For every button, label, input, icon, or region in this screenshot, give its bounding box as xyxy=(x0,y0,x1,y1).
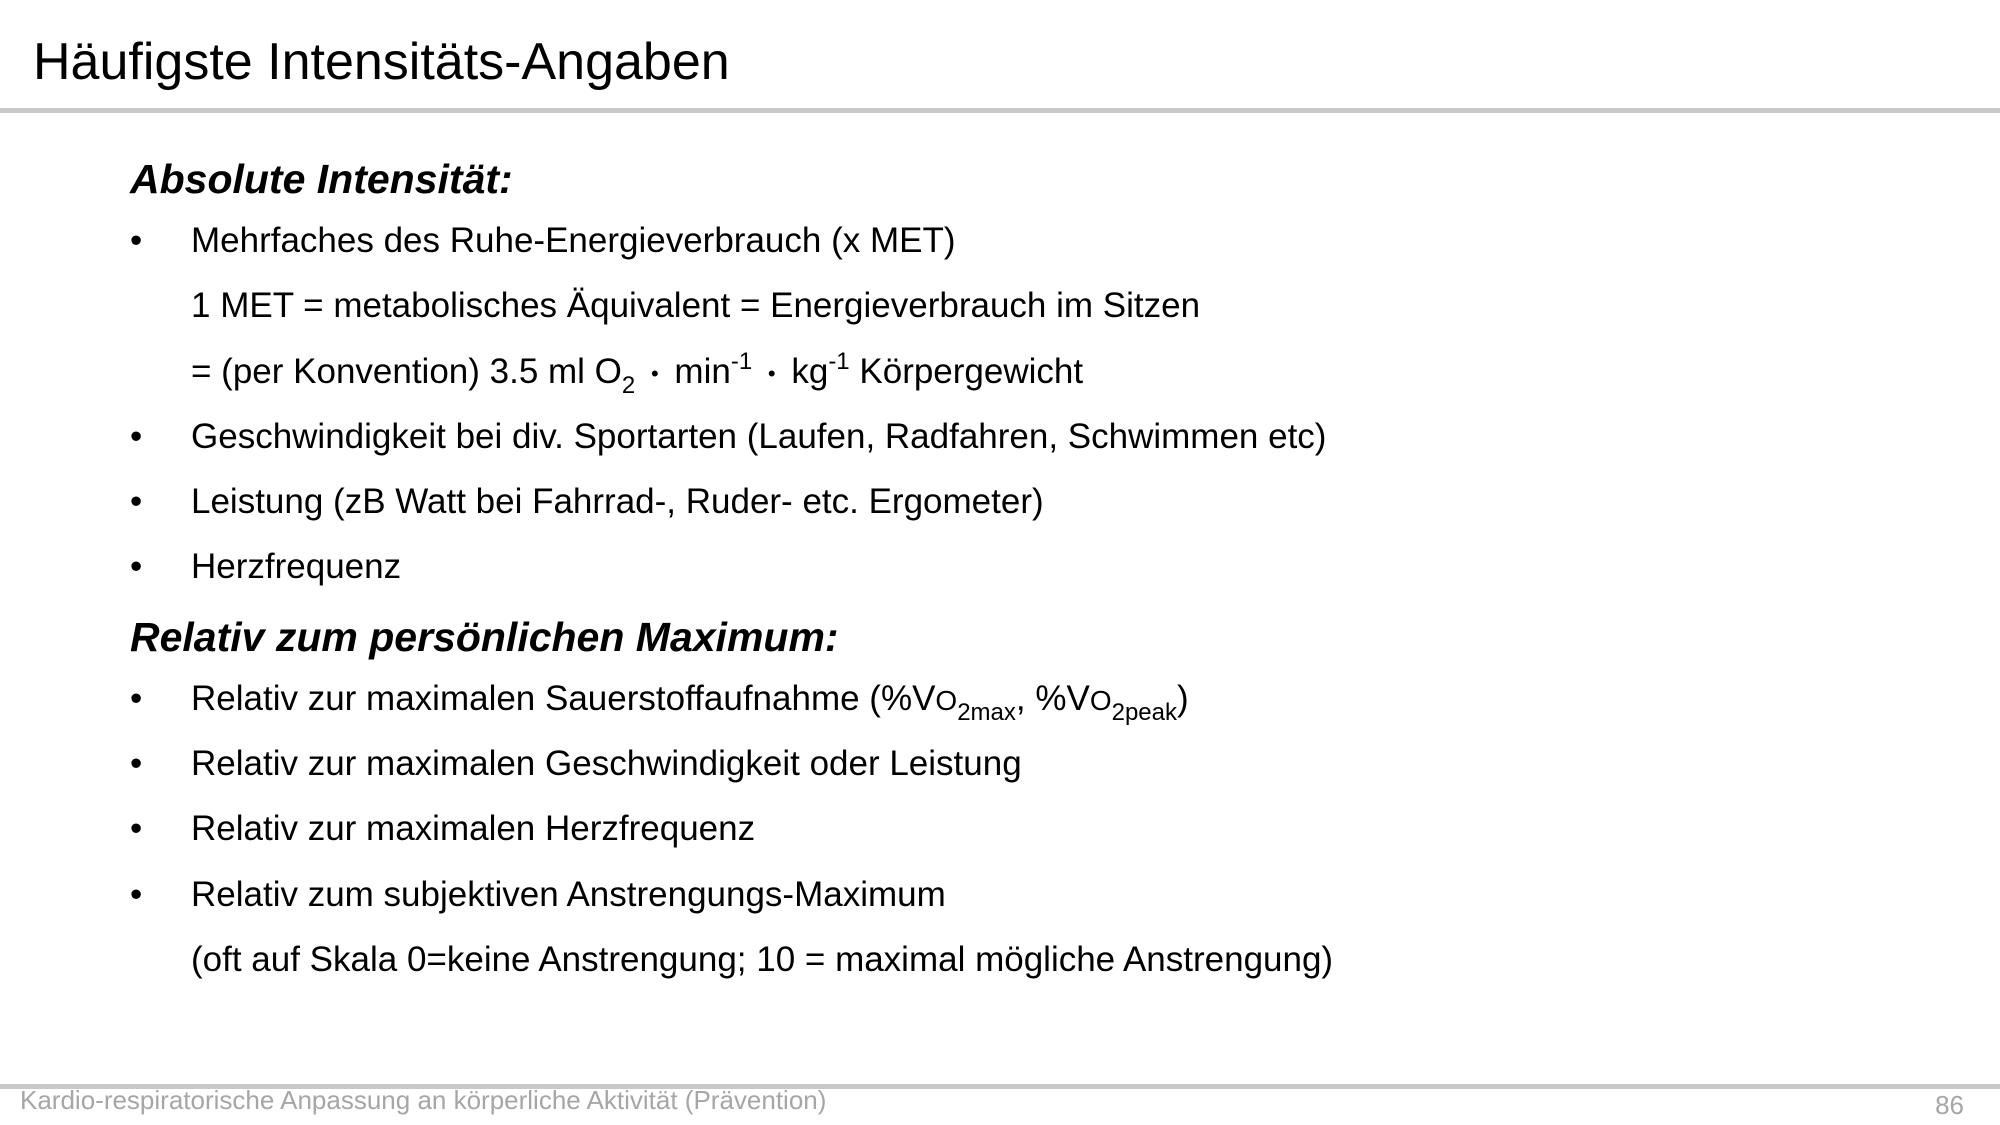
list-item-max-speed xyxy=(130,731,1930,796)
title-divider xyxy=(0,108,2000,113)
list-item-continuation xyxy=(130,339,1930,404)
list-item-heart-rate xyxy=(130,534,1930,599)
heading-absolute-intensity: Absolute Intensität: xyxy=(130,156,513,202)
list-item-text: Herzfrequenz xyxy=(191,547,402,587)
formula-min: min xyxy=(664,351,731,391)
formula-kg: kg xyxy=(781,351,829,391)
bullet: • xyxy=(130,874,143,914)
vo2max-subscript: 2max xyxy=(957,698,1016,726)
bullet: • xyxy=(130,482,143,522)
formula-suffix: Körpergewicht xyxy=(849,351,1084,391)
list-item-text xyxy=(191,666,1189,733)
list-item-max-heart-rate xyxy=(130,796,1930,861)
bullet: • xyxy=(130,809,143,849)
met-definition: 1 MET = metabolisches Äquivalent = Energieverbrauch im Sitzen xyxy=(191,286,1201,326)
o2-subscript: 2 xyxy=(621,371,636,399)
footer-text: Kardio-respiratorische Anpassung an körperliche Aktivität (Prävention) xyxy=(20,1085,827,1115)
vo2peak-subscript: 2peak xyxy=(1111,698,1177,726)
heading-relative-intensity: Relativ zum persönlichen Maximum: xyxy=(130,613,839,660)
vo2-suffix: ) xyxy=(1176,678,1189,718)
bullet: • xyxy=(130,744,143,784)
bullet: • xyxy=(130,547,143,587)
list-item-speed xyxy=(130,404,1930,469)
bullet: • xyxy=(130,678,143,718)
multiply-dot: • xyxy=(767,360,776,386)
list-item-power xyxy=(130,469,1930,534)
formula-prefix: = (per Konvention) 3.5 ml O xyxy=(191,351,622,391)
list-item-continuation xyxy=(130,927,1930,992)
vo2-prefix: Relativ zur maximalen Sauerstoffaufnahme (%V xyxy=(191,678,936,718)
list-item-vo2 xyxy=(130,666,1930,731)
met-convention xyxy=(191,339,1083,406)
list-item-text: Relativ zur maximalen Herzfrequenz xyxy=(191,809,756,849)
list-item-text: Relativ zur maximalen Geschwindigkeit oder Leistung xyxy=(191,744,1022,784)
list-item-continuation xyxy=(130,273,1930,338)
list-item-text: Leistung (zB Watt bei Fahrrad-, Ruder- etc. Ergometer) xyxy=(191,482,1044,522)
list-item-text: Geschwindigkeit bei div. Sportarten (Laufen, Radfahren, Schwimmen etc) xyxy=(191,416,1327,456)
vo2-o: O xyxy=(1089,684,1112,716)
list-item-met xyxy=(130,208,1930,273)
min-superscript: -1 xyxy=(730,347,753,375)
slide-content xyxy=(130,150,1930,992)
vo2-o: O xyxy=(935,684,958,716)
kg-superscript: -1 xyxy=(828,347,850,375)
scale-description: (oft auf Skala 0=keine Anstrengung; 10 = maximal mögliche Anstrengung) xyxy=(191,939,1334,979)
list-item-text: Mehrfaches des Ruhe-Energieverbrauch (x MET) xyxy=(191,221,956,260)
page-number: 86 xyxy=(1935,1090,1964,1120)
list-item-text: Relativ zum subjektiven Anstrengungs-Maximum xyxy=(191,874,946,914)
slide-title: Häufigste Intensitäts-Angaben xyxy=(33,33,730,91)
list-item-subjective xyxy=(130,862,1930,927)
bullet: • xyxy=(130,416,143,456)
vo2-mid: , %V xyxy=(1015,678,1090,718)
bullet: • xyxy=(130,221,143,260)
multiply-dot: • xyxy=(651,360,659,386)
